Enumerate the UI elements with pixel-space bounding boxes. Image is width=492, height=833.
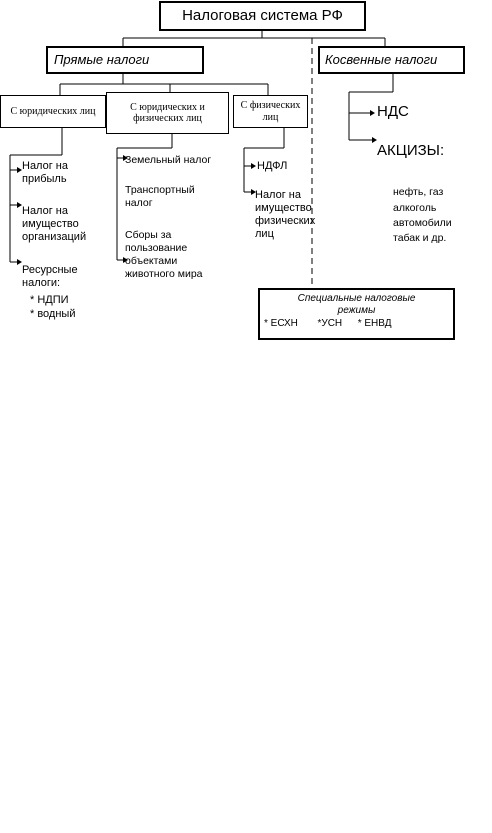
- individuals-label: С физических лиц: [240, 100, 301, 123]
- diagram-title: Налоговая система РФ: [182, 7, 343, 25]
- excise-example-alcohol: алкоголь: [393, 202, 437, 214]
- arrow-head: [370, 110, 375, 116]
- list-item-ndfl: НДФЛ: [257, 160, 288, 172]
- title-box: [159, 1, 366, 31]
- direct-taxes-label: Прямые налоги: [54, 51, 150, 67]
- list-item-individual-property-tax: Налог на имущество физических лиц: [255, 189, 316, 240]
- direct-taxes-box: [46, 46, 204, 74]
- arrow-head: [251, 163, 256, 169]
- indirect-taxes-box: [318, 46, 465, 74]
- list-item-org-property-tax: Налог на имущество организаций: [22, 205, 87, 243]
- excise-example-tobacco: табак и др.: [393, 232, 447, 244]
- legal-entities-box: [0, 95, 106, 128]
- special-regimes-list: * ЕСХН *УСН * ЕНВД: [264, 318, 392, 329]
- individuals-box: [233, 95, 308, 128]
- list-item-vat: НДС: [377, 103, 409, 120]
- list-item-water-tax: * водный: [30, 308, 76, 320]
- legal-entities-label: С юридических лиц: [10, 105, 96, 117]
- special-regimes-label: Специальные налоговые режимы: [297, 293, 416, 316]
- indirect-taxes-label: Косвенные налоги: [325, 51, 438, 67]
- list-item-ndpi: * НДПИ: [30, 294, 69, 306]
- list-item-resource-taxes: Ресурсные налоги:: [22, 264, 78, 289]
- legal-and-individuals-box: [106, 92, 229, 134]
- list-item-transport-tax: Транспортный налог: [125, 184, 195, 209]
- list-item-excises: АКЦИЗЫ:: [377, 142, 445, 159]
- list-item-wildlife-fees: Сборы за пользование объектами животного мира: [125, 229, 203, 280]
- list-item-profit-tax: Налог на прибыль: [22, 160, 68, 185]
- legal-and-individuals-label: С юридических и физических лиц: [130, 101, 205, 124]
- list-item-land-tax: Земельный налог: [125, 154, 212, 166]
- special-regimes-box: [258, 288, 455, 340]
- excise-example-oil-gas: нефть, газ: [393, 186, 444, 198]
- excise-example-cars: автомобили: [393, 217, 452, 229]
